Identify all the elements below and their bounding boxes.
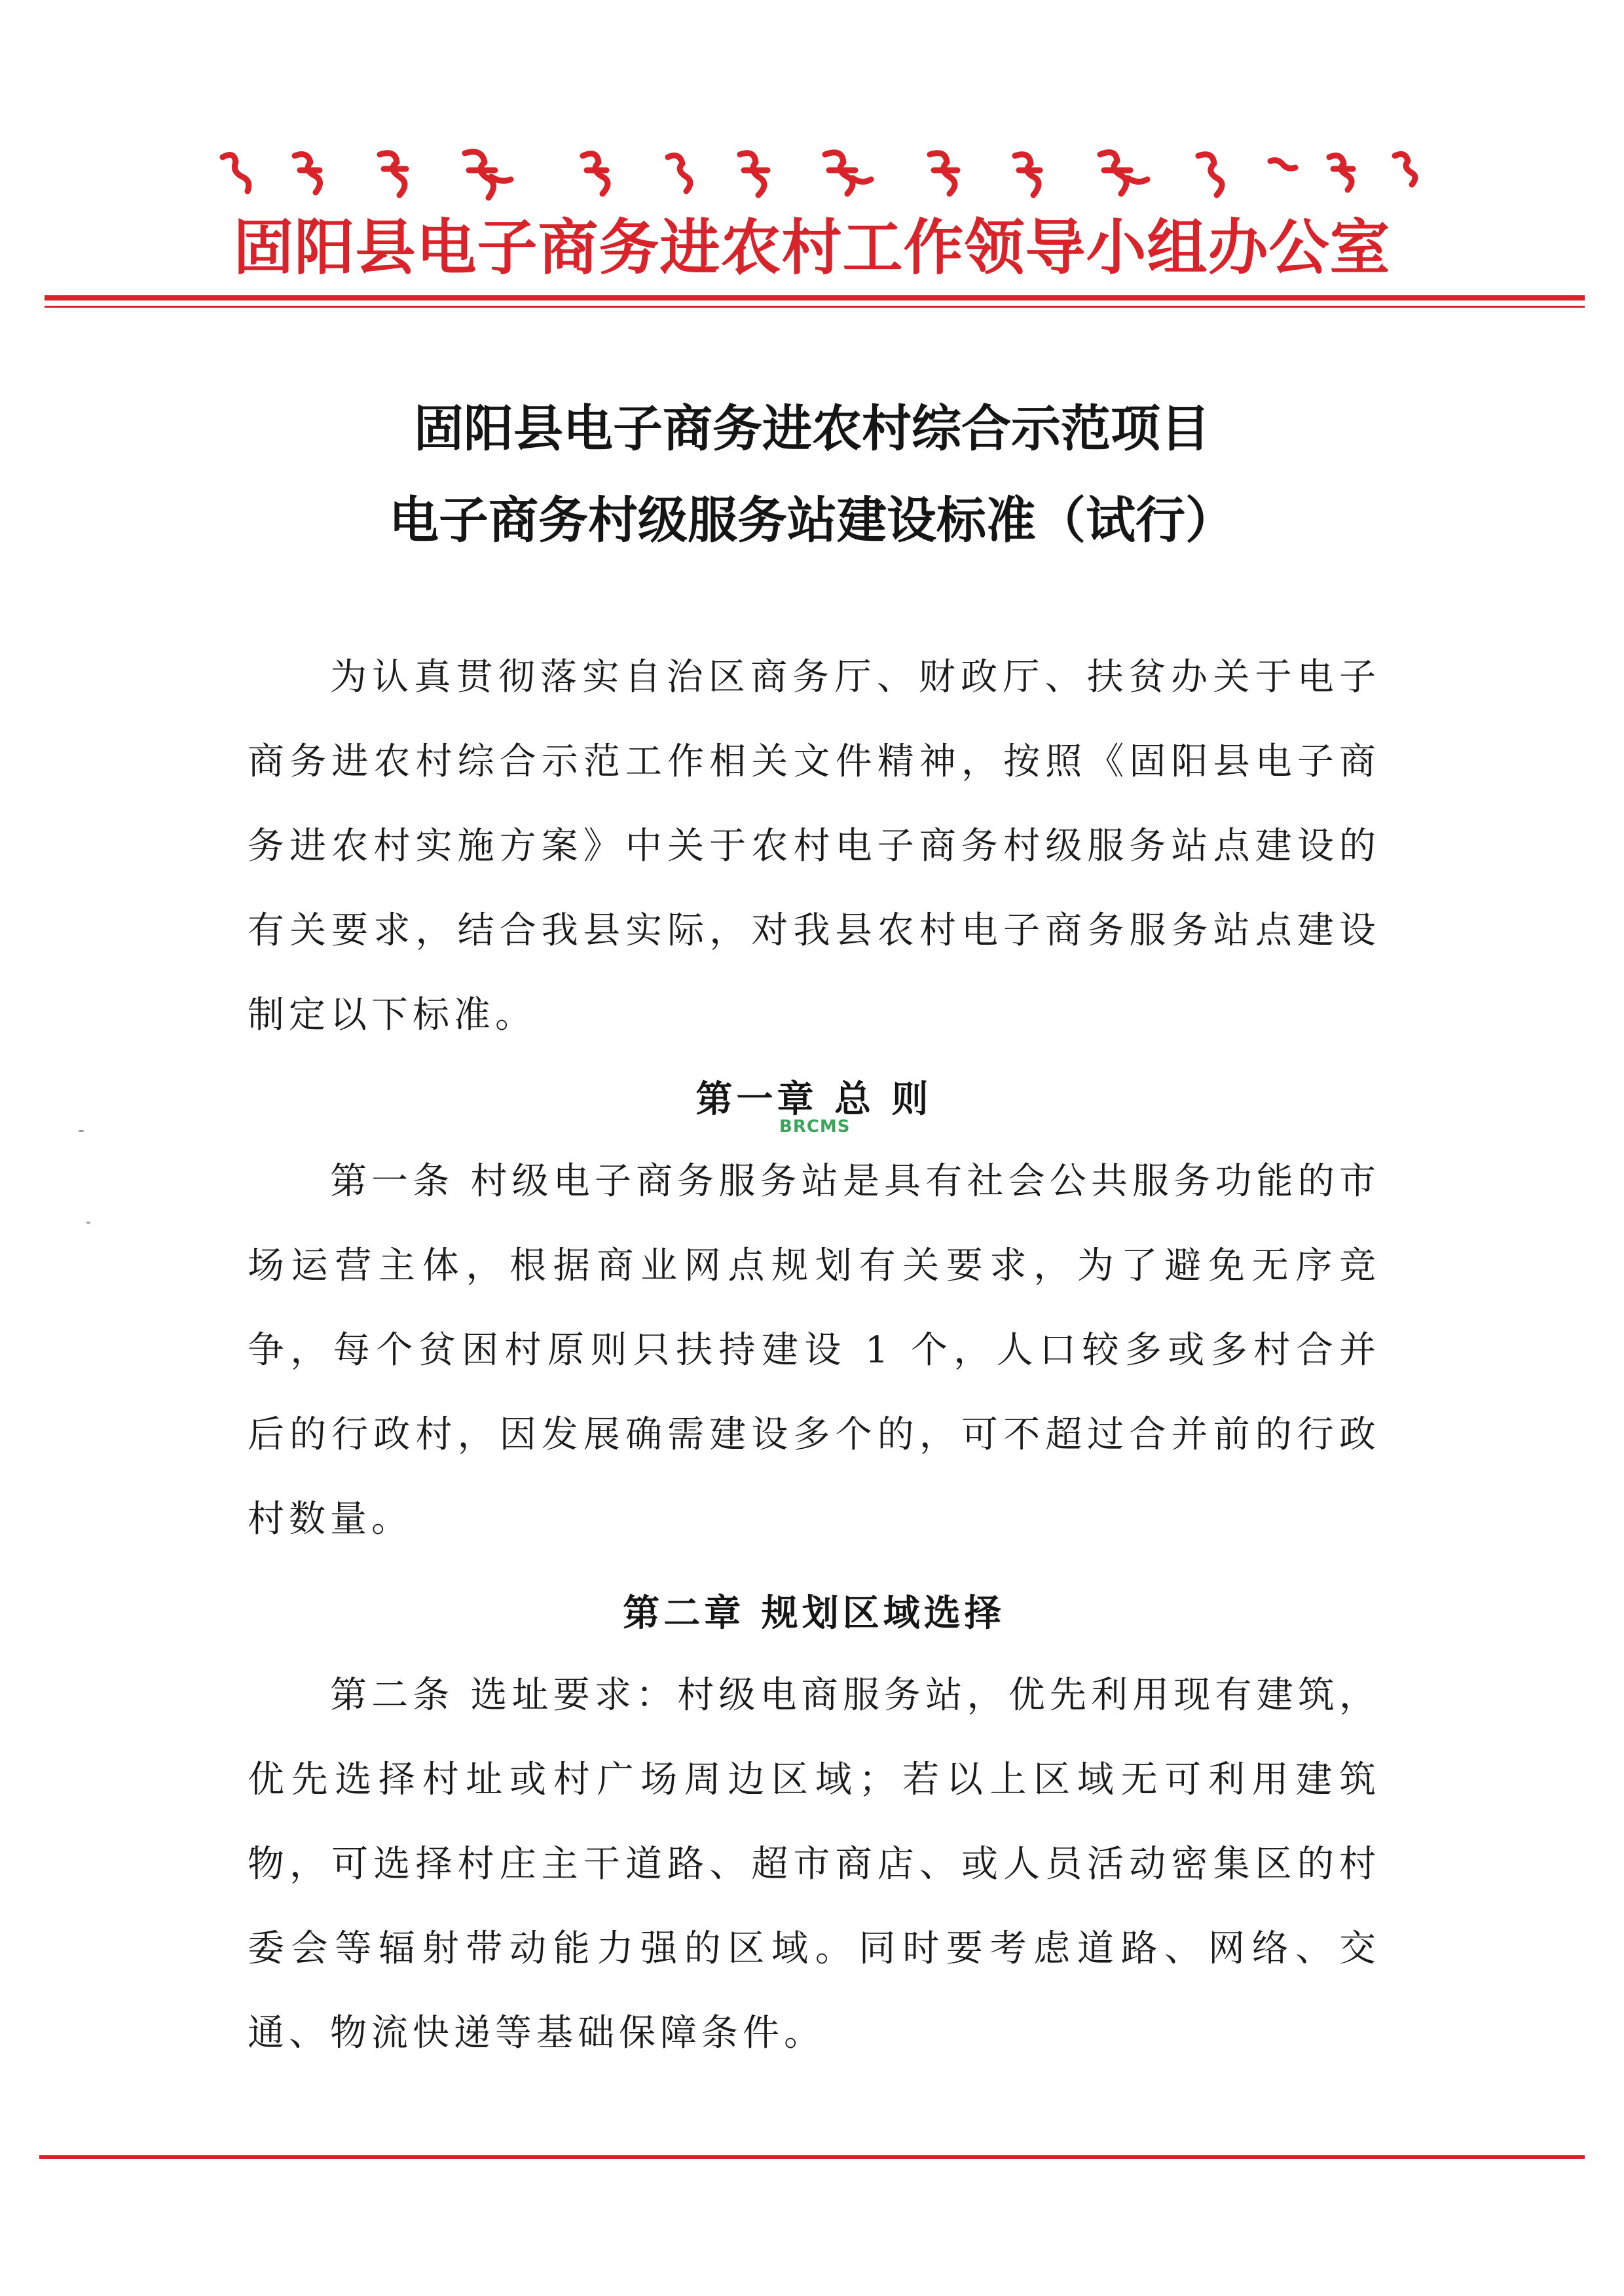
article2-paragraph: 第二条 选址要求：村级电商服务站，优先利用现有建筑，优先选择村址或村广场周边区域；若以上区域无可利用建筑物，可选择村庄主干道路、超市商店、或人员活动密集区的村委会等辐射带动能力强的区域。同时要考虑道路、网络、交通、物流快递等基础保障条件。: [248, 1674, 1380, 2054]
mongolian-office-name: [216, 137, 1434, 203]
document-title: [157, 383, 1467, 566]
footer-rule: [39, 2155, 1585, 2159]
scan-speck: [79, 1130, 84, 1132]
issuing-office-name: 固阳县电子商务进农村工作领导小组办公室: [233, 212, 1391, 283]
watermark-text: BRCMS: [779, 1117, 851, 1137]
scan-speck: [86, 1222, 90, 1224]
header-rule-thin: [45, 306, 1585, 308]
document-title-line1: 固阳县电子商务进农村综合示范项目: [414, 399, 1210, 458]
header-rule-thick: [45, 295, 1585, 301]
mongolian-script-graphic: [216, 137, 1434, 203]
intro-paragraph: 为认真贯彻落实自治区商务厅、财政厅、扶贫办关于电子商务进农村综合示范工作相关文件精神，按照《固阳县电子商务进农村实施方案》中关于农村电子商务村级服务站点建设的有关要求，结合我县实际，对我县农村电子商务服务站点建设制定以下标准。: [248, 656, 1380, 1036]
article1-paragraph: 第一条 村级电子商务服务站是具有社会公共服务功能的市场运营主体，根据商业网点规划有关要求，为了避免无序竞争，每个贫困村原则只扶持建设 1 个，人口较多或多村合并后的行政村，因发展确需建设多个的，可不超过合并前的行政村数量。: [248, 1160, 1380, 1540]
chapter1-heading: 第一章 总 则: [695, 1078, 932, 1121]
chapter2-heading: 第二章 规划区域选择: [623, 1592, 1005, 1635]
document-title-line2: 电子商务村级服务站建设标准（试行）: [389, 491, 1235, 549]
